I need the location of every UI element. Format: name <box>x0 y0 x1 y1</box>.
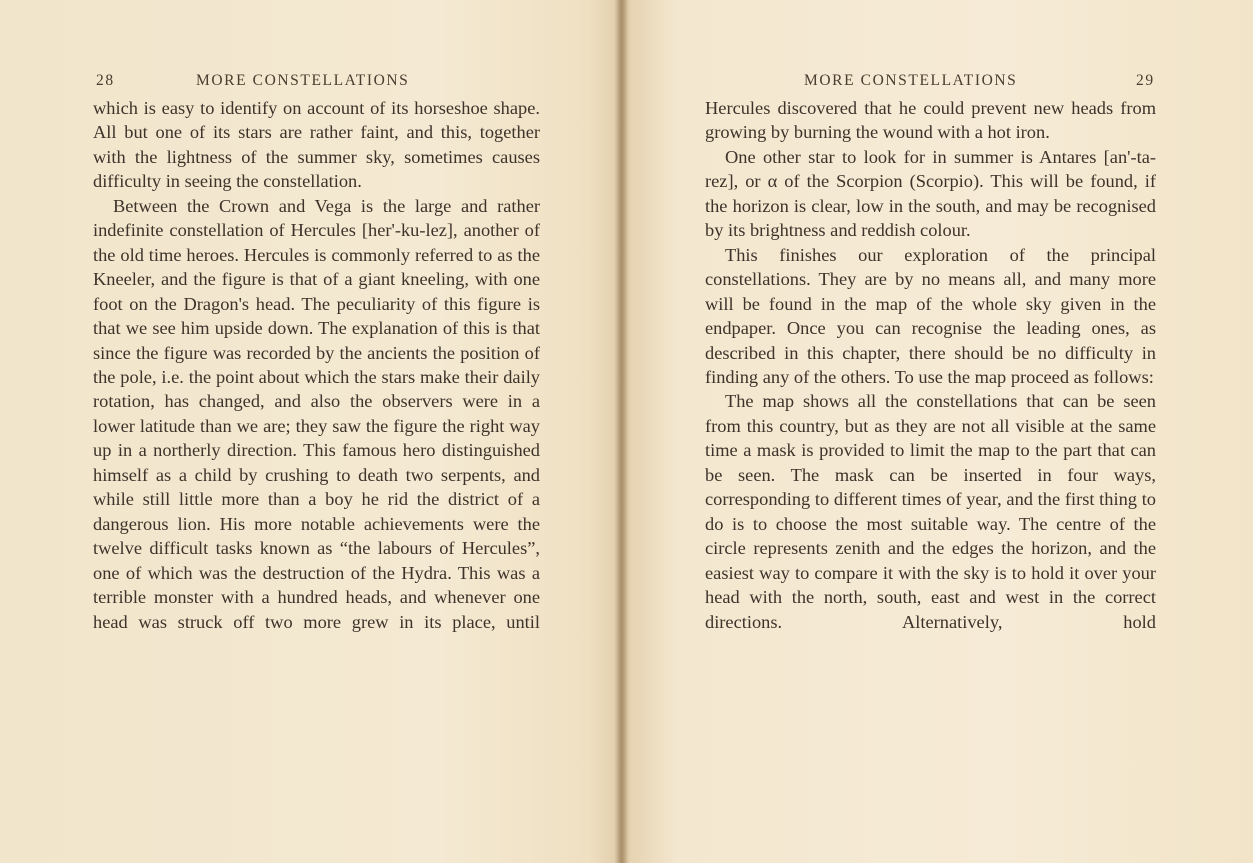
paragraph: Hercules discovered that he could prevent new heads from growing by burning the wound with a hot iron. <box>705 98 1156 143</box>
paragraph: The map shows all the constellations that can be seen from this country, but as they are not all visible at the same time a mask is provided to limit the map to the part that can be seen. The mask can be inserted in four ways, corresponding to different times of year, and the first thing to do is to choose the most suitable way. The centre of the circle represents zenith and the edges the horizon, and the easiest way to compare it with the sky is to hold it over your head with the north, south, east and west in the correct directions. Alternatively, hold <box>705 391 1156 632</box>
paragraph: This finishes our exploration of the principal constellations. They are by no means all, and many more will be found in the map of the whole sky given in the endpaper. Once you can recognise the leading ones, as described in this chapter, there should be no difficulty in finding any of the others. To use the map proceed as follows: <box>705 244 1156 387</box>
left-page <box>0 0 614 863</box>
page-number-left: 28 <box>96 72 115 89</box>
book-gutter <box>614 0 628 863</box>
running-head-right: MORE CONSTELLATIONS <box>804 72 1018 89</box>
right-page <box>628 0 1253 863</box>
right-page-body <box>705 96 1156 634</box>
running-head-left: MORE CONSTELLATIONS <box>196 72 410 89</box>
paragraph: which is easy to identify on account of its horseshoe shape. All but one of its stars are rather faint, and this, together with the lightness of the summer sky, sometimes causes difficulty in seeing the constellation. <box>93 98 540 192</box>
page-number-right: 29 <box>1136 72 1155 89</box>
left-page-body <box>93 96 540 634</box>
paragraph: One other star to look for in summer is Antares [an'-ta-rez], or α of the Scorpion (Scorpio). This will be found, if the horizon is clear, low in the south, and may be recognised by its brightness and reddish colour. <box>705 146 1156 241</box>
paragraph: Between the Crown and Vega is the large and rather indefinite constellation of Hercules [her'-ku-lez], another of the old time heroes. Hercules is commonly referred to as the Kneeler, and the figure is that of a giant kneeling, with one foot on the Dragon's head. The peculiarity of this figure is that we see him upside down. The explanation of this is that since the figure was recorded by the ancients the position of the pole, i.e. the point about which the stars make their daily rotation, has changed, and also the observers were in a lower latitude than we are; they saw the figure the right way up in a northerly direction. This famous hero distinguished himself as a child by crushing to death two serpents, and while still little more than a boy he rid the district of a dangerous lion. His more notable achievements were the twelve difficult tasks known as “the labours of Hercules”, one of which was the destruction of the Hydra. This was a terrible monster with a hundred heads, and whenever one head was struck off two more grew in its place, until <box>93 195 540 632</box>
